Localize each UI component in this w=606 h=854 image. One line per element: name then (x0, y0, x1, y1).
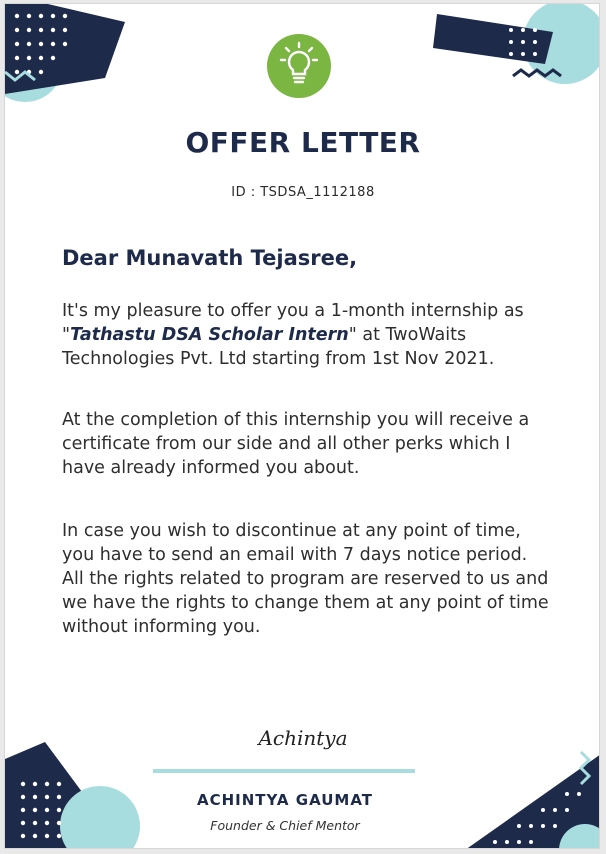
greeting: Dear Munavath Tejasree, (62, 246, 358, 270)
offer-text-end: " at TwoWaits Technologies Pvt. Ltd starting from 1st Nov 2021. (62, 325, 495, 369)
signer-title: Founder & Chief Mentor (210, 818, 360, 833)
letter-title: OFFER LETTER (185, 126, 421, 159)
offer-paragraph (62, 299, 552, 371)
offer-text-start: It's my pleasure to offer you a 1-month internship as " (62, 301, 524, 345)
offer-letter-page (4, 3, 600, 849)
letter-id: ID : TSDSA_1112188 (231, 185, 375, 200)
lightbulb-icon (267, 34, 331, 98)
signature-line (153, 769, 415, 773)
signer-name: ACHINTYA GAUMAT (196, 791, 374, 809)
handwritten-signature: Achintya (258, 726, 348, 750)
internship-role: Tathastu DSA Scholar Intern (70, 325, 349, 345)
terms-paragraph: In case you wish to discontinue at any point of time, you have to send an email with 7 days notice period. All the rights related to program are reserved to us and we have the rights to change them at any point of time without informing you. (62, 521, 549, 637)
completion-paragraph: At the completion of this internship you will receive a certificate from our side and all other perks which I have already informed you about. (62, 410, 530, 478)
